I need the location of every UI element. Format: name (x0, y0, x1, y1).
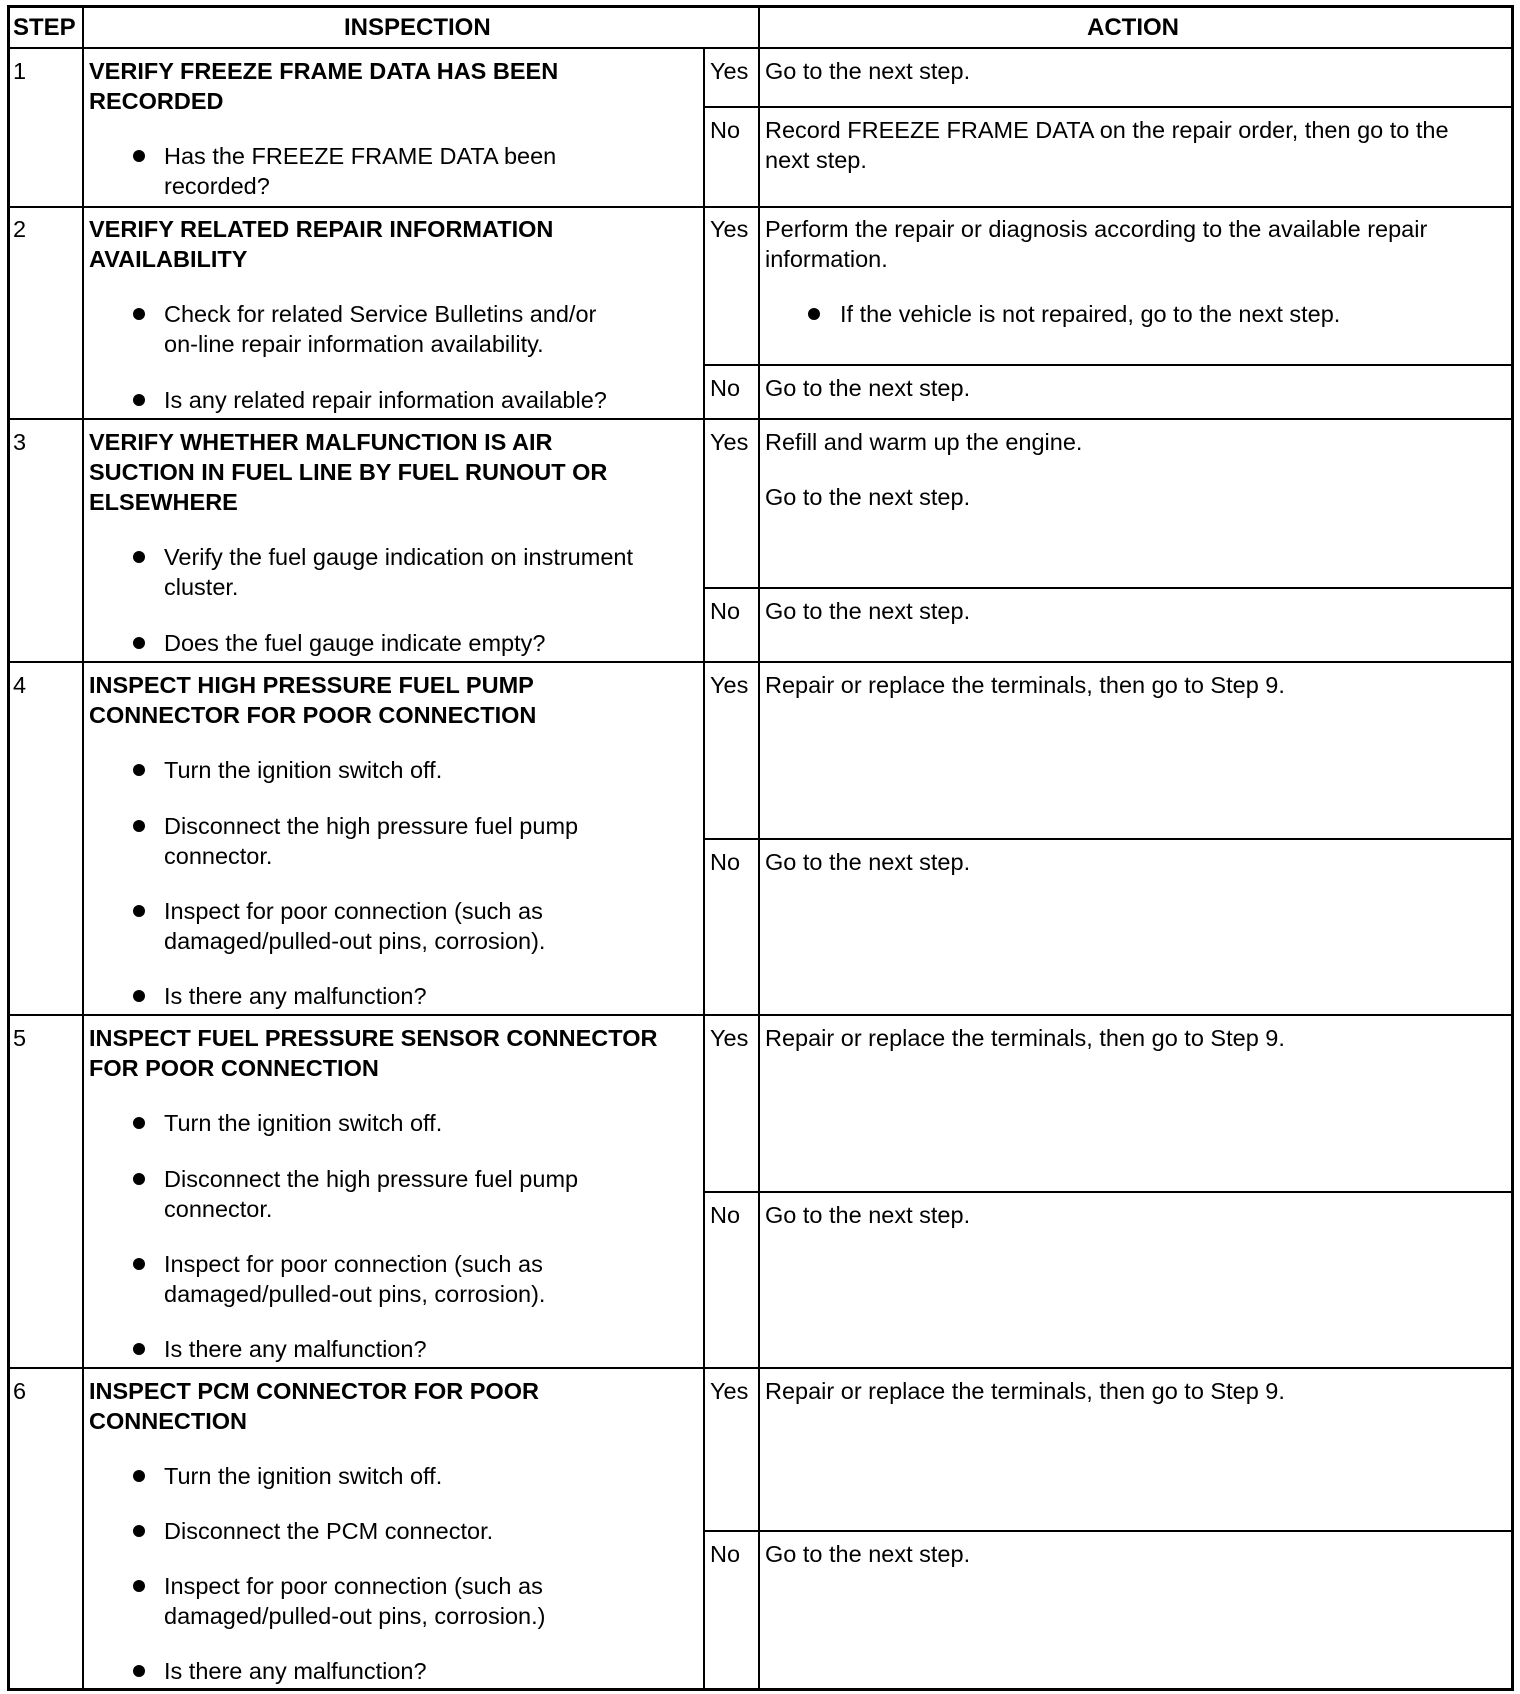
step-number: 4 (13, 672, 27, 698)
yes-action: Repair or replace the terminals, then go to Step 9. (765, 672, 1285, 698)
header-action: ACTION (1087, 14, 1179, 41)
inspection-item: Inspect for poor connection (such as (164, 1573, 543, 1599)
inspection-item: Disconnect the high pressure fuel pump (164, 1166, 579, 1192)
bullet-icon (133, 820, 145, 832)
step-title: INSPECT HIGH PRESSURE FUEL PUMP (89, 672, 534, 698)
row-divider (7, 418, 1514, 420)
inspection-item: Turn the ignition switch off. (164, 1463, 443, 1489)
step-number: 6 (13, 1378, 27, 1404)
step-number: 2 (13, 216, 27, 242)
yesno-column-divider (703, 48, 705, 1691)
inspection-item: on-line repair information availability. (164, 331, 544, 357)
step-title: INSPECT FUEL PRESSURE SENSOR CONNECTOR (89, 1025, 658, 1051)
inspection-item: Is any related repair information available? (164, 387, 607, 413)
yes-label: Yes (710, 58, 749, 84)
inspection-item: Inspect for poor connection (such as (164, 898, 543, 924)
step-title: VERIFY WHETHER MALFUNCTION IS AIR (89, 429, 553, 455)
bullet-icon (133, 394, 145, 406)
header-step: STEP (13, 14, 76, 41)
step-title: RECORDED (89, 88, 224, 114)
yes-action: Repair or replace the terminals, then go to Step 9. (765, 1378, 1285, 1404)
yes-label: Yes (710, 216, 749, 242)
row-divider (7, 661, 1514, 663)
yes-no-divider (703, 838, 1514, 840)
bullet-icon (133, 1117, 145, 1129)
bullet-icon (133, 990, 145, 1002)
yes-action: Refill and warm up the engine. (765, 429, 1083, 455)
no-label: No (710, 375, 741, 401)
inspection-item: Is there any malfunction? (164, 983, 427, 1009)
yes-action: information. (765, 246, 888, 272)
yes-action: Go to the next step. (765, 484, 971, 510)
step-title: FOR POOR CONNECTION (89, 1055, 379, 1081)
yes-label: Yes (710, 429, 749, 455)
yes-label: Yes (710, 1378, 749, 1404)
step-title: INSPECT PCM CONNECTOR FOR POOR (89, 1378, 540, 1404)
bullet-icon (133, 1470, 145, 1482)
yes-no-divider (703, 364, 1514, 366)
bullet-icon (133, 1525, 145, 1537)
inspection-item: Check for related Service Bulletins and/or (164, 301, 597, 327)
no-label: No (710, 117, 741, 143)
yes-no-divider (703, 1191, 1514, 1193)
bullet-icon (133, 1665, 145, 1677)
inspection-item: Verify the fuel gauge indication on instrument (164, 544, 633, 570)
inspection-item: Is there any malfunction? (164, 1658, 427, 1684)
yes-no-divider (703, 587, 1514, 589)
step-number: 3 (13, 429, 27, 455)
inspection-item: Has the FREEZE FRAME DATA been (164, 143, 557, 169)
header-inspection: INSPECTION (344, 14, 491, 41)
yes-action-item: If the vehicle is not repaired, go to the next step. (840, 301, 1341, 327)
inspection-item: Turn the ignition switch off. (164, 1110, 443, 1136)
bullet-icon (133, 1173, 145, 1185)
inspection-item: recorded? (164, 173, 270, 199)
inspection-item: connector. (164, 1196, 273, 1222)
step-title: VERIFY FREEZE FRAME DATA HAS BEEN (89, 58, 559, 84)
step-title: AVAILABILITY (89, 246, 248, 272)
inspection-item: Inspect for poor connection (such as (164, 1251, 543, 1277)
bullet-icon (133, 1258, 145, 1270)
inspection-item: connector. (164, 843, 273, 869)
no-action: Go to the next step. (765, 1541, 971, 1567)
bullet-icon (133, 308, 145, 320)
yes-action: Repair or replace the terminals, then go to Step 9. (765, 1025, 1285, 1051)
step-number: 5 (13, 1025, 27, 1051)
action-column-divider (758, 5, 760, 1691)
bullet-icon (808, 308, 820, 320)
bullet-icon (133, 1580, 145, 1592)
inspection-item: Disconnect the PCM connector. (164, 1518, 494, 1544)
no-action: Go to the next step. (765, 598, 971, 624)
bullet-icon (133, 551, 145, 563)
no-action: Go to the next step. (765, 375, 971, 401)
step-title: VERIFY RELATED REPAIR INFORMATION (89, 216, 554, 242)
bullet-icon (133, 150, 145, 162)
row-divider (7, 1367, 1514, 1369)
no-action: Go to the next step. (765, 849, 971, 875)
no-action: next step. (765, 147, 867, 173)
yes-action: Go to the next step. (765, 58, 971, 84)
no-label: No (710, 1541, 741, 1567)
yes-label: Yes (710, 1025, 749, 1051)
inspection-item: Turn the ignition switch off. (164, 757, 443, 783)
inspection-item: Disconnect the high pressure fuel pump (164, 813, 579, 839)
yes-no-divider (703, 106, 1514, 108)
step-column-divider (82, 5, 84, 1691)
row-divider (7, 206, 1514, 208)
step-number: 1 (13, 58, 27, 84)
inspection-item: Does the fuel gauge indicate empty? (164, 630, 546, 656)
step-title: ELSEWHERE (89, 489, 238, 515)
inspection-item: Is there any malfunction? (164, 1336, 427, 1362)
inspection-item: damaged/pulled-out pins, corrosion). (164, 1281, 546, 1307)
bullet-icon (133, 1343, 145, 1355)
bullet-icon (133, 905, 145, 917)
step-title: CONNECTION (89, 1408, 247, 1434)
step-title: CONNECTOR FOR POOR CONNECTION (89, 702, 537, 728)
no-action: Record FREEZE FRAME DATA on the repair order, then go to the (765, 117, 1449, 143)
row-divider (7, 1014, 1514, 1016)
no-action: Go to the next step. (765, 1202, 971, 1228)
bullet-icon (133, 764, 145, 776)
no-label: No (710, 598, 741, 624)
yes-no-divider (703, 1530, 1514, 1532)
yes-label: Yes (710, 672, 749, 698)
inspection-item: cluster. (164, 574, 239, 600)
step-title: SUCTION IN FUEL LINE BY FUEL RUNOUT OR (89, 459, 608, 485)
bullet-icon (133, 637, 145, 649)
yes-action: Perform the repair or diagnosis according to the available repair (765, 216, 1428, 242)
inspection-item: damaged/pulled-out pins, corrosion). (164, 928, 546, 954)
inspection-item: damaged/pulled-out pins, corrosion.) (164, 1603, 546, 1629)
no-label: No (710, 849, 741, 875)
header-row-divider (7, 47, 1514, 49)
no-label: No (710, 1202, 741, 1228)
